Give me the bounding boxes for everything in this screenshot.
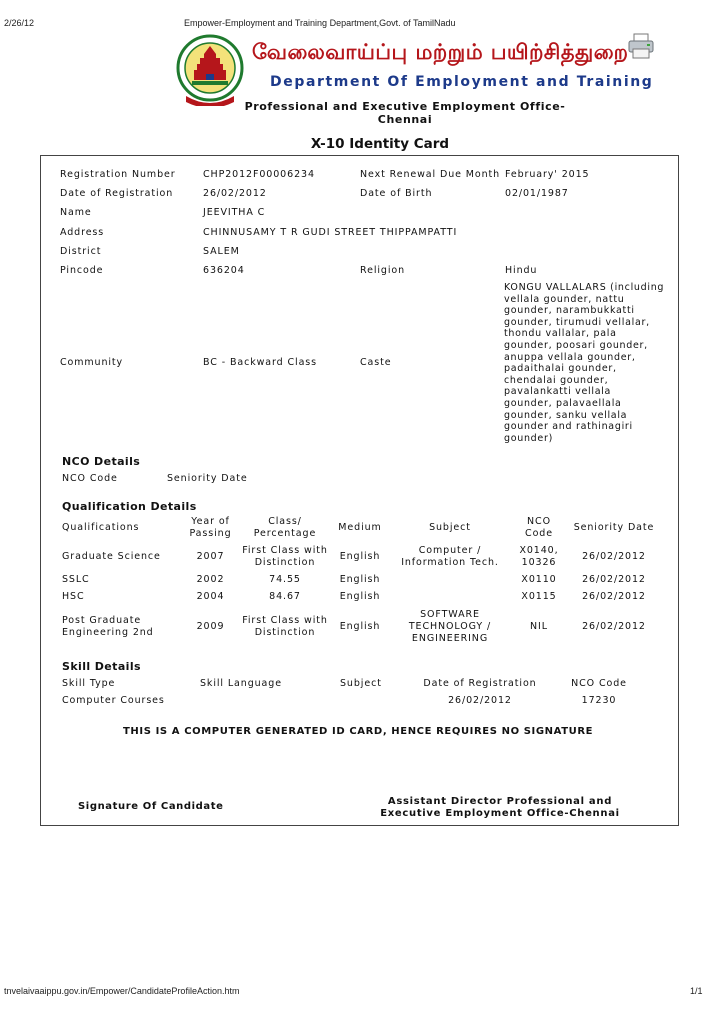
religion-value: Hindu	[505, 265, 538, 276]
nco-details-heading: NCO Details	[62, 455, 141, 468]
skill-cell: 17230	[581, 695, 617, 706]
caste-line: gounder, poosari gounder,	[504, 339, 648, 351]
caste-line: anuppa vellala gounder,	[504, 351, 636, 363]
religion-label: Religion	[360, 265, 406, 276]
qualification-cell: First Class with Distinction	[242, 545, 328, 568]
district-value: SALEM	[203, 246, 240, 257]
qualification-cell: 26/02/2012	[582, 621, 646, 632]
renewal-due-label: Next Renewal Due Month	[360, 169, 501, 180]
qualification-cell: X0115	[521, 591, 557, 602]
address-value: CHINNUSAMY T R GUDI STREET THIPPAMPATTI	[203, 227, 458, 238]
qualification-cell: 26/02/2012	[582, 574, 646, 585]
qualification-cell: 84.67	[269, 591, 301, 602]
caste-line: pavalankatti vellala	[504, 386, 612, 398]
print-date: 2/26/12	[4, 18, 35, 28]
skill-cell: 26/02/2012	[448, 695, 512, 706]
qualification-header-cell: Seniority Date	[573, 522, 655, 533]
caste-line: thondu vallalar, pala	[504, 328, 617, 340]
qualification-cell: Graduate Science	[62, 551, 161, 562]
renewal-due-value: February' 2015	[505, 169, 590, 180]
caste-line: gounder and rathinagiri	[504, 421, 633, 433]
skill-header-cell: Skill Language	[200, 678, 282, 689]
qualification-cell: SSLC	[62, 574, 90, 585]
skill-header-cell: Subject	[340, 678, 382, 689]
department-name: Department Of Employment and Training	[270, 74, 654, 90]
print-page-title: Empower-Employment and Training Department,Govt. of TamilNadu	[184, 18, 456, 28]
name-label: Name	[60, 207, 92, 218]
tamilnadu-emblem-icon	[176, 34, 244, 106]
qualification-cell: First Class with Distinction	[242, 615, 328, 638]
qualification-header-cell: Year of Passing	[189, 516, 232, 539]
computer-generated-notice: THIS IS A COMPUTER GENERATED ID CARD, HENCE REQUIRES NO SIGNATURE	[123, 726, 594, 737]
registration-date-label: Date of Registration	[60, 188, 174, 199]
qualification-header-cell: Class/ Percentage	[253, 516, 317, 539]
caste-line: padaithalai gounder,	[504, 363, 617, 375]
qualification-header-cell: Medium	[338, 522, 382, 533]
district-label: District	[60, 246, 102, 257]
director-line1: Assistant Director Professional and	[387, 796, 613, 807]
qualification-cell: 2009	[196, 621, 225, 632]
skill-cell: Computer Courses	[62, 695, 165, 706]
printer-icon[interactable]	[627, 33, 655, 59]
caste-line: vellala gounder, nattu	[504, 293, 625, 305]
tamil-department-name: வேலைவாய்ப்பு மற்றும் பயிற்சித்துறை	[252, 40, 629, 64]
qualification-header-cell: Subject	[429, 522, 471, 533]
skill-header-cell: Date of Registration	[423, 678, 537, 689]
skill-header-cell: NCO Code	[571, 678, 627, 689]
office-name-line2: Chennai	[377, 113, 433, 126]
qualification-cell: 2002	[196, 574, 225, 585]
qualification-cell: 2004	[196, 591, 225, 602]
director-line2: Executive Employment Office-Chennai	[380, 808, 620, 819]
skill-details-heading: Skill Details	[62, 660, 141, 673]
caste-line: KONGU VALLALARS (including	[504, 282, 665, 293]
qualification-cell: Post Graduate Engineering 2nd	[62, 615, 154, 638]
qualification-cell: 26/02/2012	[582, 591, 646, 602]
caste-value	[504, 282, 679, 444]
registration-number-value: CHP2012F00006234	[203, 169, 315, 180]
dob-label: Date of Birth	[360, 188, 433, 199]
director-signature-block	[360, 796, 640, 820]
caste-line: gounder)	[504, 432, 553, 444]
qualification-cell: English	[339, 621, 381, 632]
caste-line: chendalai gounder,	[504, 374, 609, 386]
qualification-cell: English	[339, 551, 381, 562]
office-name-line1: Professional and Executive Employment Office-	[244, 100, 566, 113]
caste-line: gounder, palavaellala	[504, 397, 622, 409]
qualification-cell: HSC	[62, 591, 85, 602]
qualification-cell: English	[339, 574, 381, 585]
qualification-cell: Computer / Information Tech.	[401, 545, 499, 568]
qualification-cell: SOFTWARE TECHNOLOGY / ENGINEERING	[408, 609, 492, 644]
community-value: BC - Backward Class	[203, 357, 317, 368]
pincode-value: 636204	[203, 265, 245, 276]
nco-seniority-label: Seniority Date	[167, 473, 248, 484]
caste-line: gounder, narambukkatti	[504, 305, 635, 317]
print-page-number: 1/1	[690, 986, 703, 996]
caste-line: gounder, tirumudi vellalar,	[504, 316, 650, 328]
qualification-cell: English	[339, 591, 381, 602]
registration-date-value: 26/02/2012	[203, 188, 267, 199]
caste-line: gounder, sanku vellala	[504, 409, 628, 421]
qualification-header-cell: Qualifications	[62, 522, 140, 533]
community-label: Community	[60, 357, 124, 368]
dob-value: 02/01/1987	[505, 188, 569, 199]
registration-number-label: Registration Number	[60, 169, 176, 180]
address-label: Address	[60, 227, 105, 238]
print-url: tnvelaivaaippu.gov.in/Empower/CandidateProfileAction.htm	[4, 986, 240, 996]
qualification-cell: 2007	[196, 551, 225, 562]
qualification-header-cell: NCO Code	[525, 516, 553, 539]
candidate-signature-label: Signature Of Candidate	[78, 801, 224, 812]
office-name	[240, 100, 570, 126]
pincode-label: Pincode	[60, 265, 104, 276]
qualification-cell: X0110	[521, 574, 557, 585]
qualification-details-heading: Qualification Details	[62, 500, 197, 513]
qualification-cell: NIL	[530, 621, 548, 632]
caste-label: Caste	[360, 357, 392, 368]
skill-header-cell: Skill Type	[62, 678, 116, 689]
qualification-cell: 26/02/2012	[582, 551, 646, 562]
card-title: X-10 Identity Card	[310, 136, 450, 152]
qualification-cell: 74.55	[269, 574, 301, 585]
qualification-cell: X0140, 10326	[519, 545, 559, 568]
nco-code-label: NCO Code	[62, 473, 118, 484]
name-value: JEEVITHA C	[203, 207, 266, 218]
